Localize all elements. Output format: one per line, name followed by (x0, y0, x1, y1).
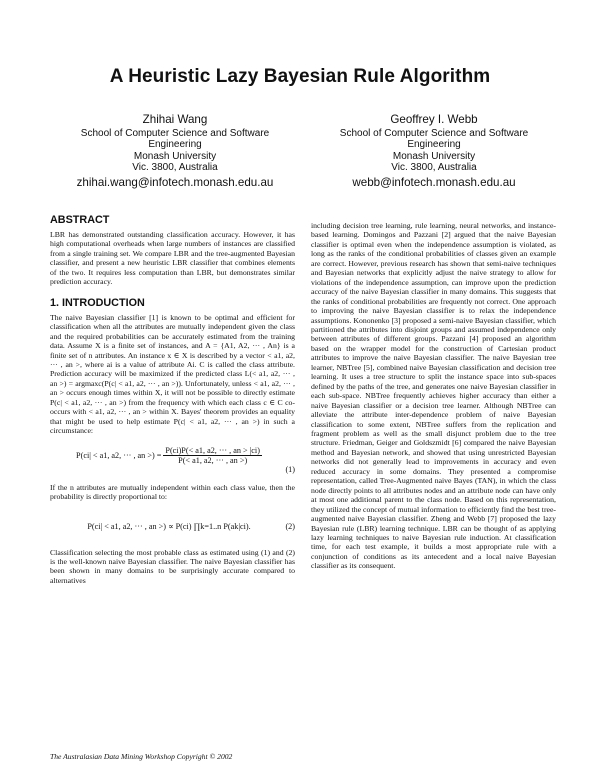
author-affiliation-line: School of Computer Science and Software (339, 128, 529, 139)
author-email[interactable]: zhihai.wang@infotech.monash.edu.au (76, 176, 274, 190)
author-affiliation-line: Monash University (392, 150, 476, 162)
author-affiliation-line: Monash University (133, 150, 217, 162)
left-column (50, 214, 295, 585)
author-block-1 (50, 113, 300, 190)
equation-1 (50, 446, 295, 480)
abstract-heading: ABSTRACT (50, 214, 110, 226)
intro-paragraph-2: If the n attributes are mutually independent within each class value, then the probability is directly proportional to: (50, 482, 295, 502)
author-affiliation-line: Vic. 3800, Australia (391, 161, 477, 173)
author-affiliation-line: Engineering (148, 139, 202, 151)
equation-1-denominator: P(< a1, a2, ··· , an >) (178, 456, 248, 466)
introduction-heading: 1. INTRODUCTION (50, 296, 145, 309)
paper-title: A Heuristic Lazy Bayesian Rule Algorithm (109, 66, 491, 87)
equation-1-label: (1) (285, 464, 295, 474)
right-column (311, 221, 556, 571)
author-block-2 (309, 113, 559, 190)
equation-1-lhs: P(ci| < a1, a2, ··· , an >) = (76, 450, 162, 460)
author-affiliation-line: Engineering (407, 139, 461, 151)
right-column-text: including decision tree learning, rule learning, neural networks, and instance-based learning. Domingos and Pazzani [2] argued that the naive Bayesian classifier is optimal even when the independence assumption is violated, as long as the ranks of the conditional probabilities of classes given an example are correct. However, previous research has shown that semi-naive techniques and Bayesian networks that explicitly adjust the naive strategy to allow for violations of the independence assumption, can improve upon the prediction accuracy of the naive Bayesian classifier in many domains. This suggests that the ranks of conditional probabilities are frequently not correct. One approach to improving the naive Bayesian classifier is to relax the independence assumptions. Kononenko [3] proposed a semi-naive Bayesian classifier, which partitioned the attributes into disjoint groups and assumed independence only between attributes of different groups. Pazzani [4] proposed an algorithm based on the wrapper model for the construction of Cartesian product attributes to improve the naive Bayesian classifier. The naive Bayesian tree learner, NBTree [5], combined naive Bayesian classification and decision tree learning. It uses a tree structure to split the instance space into sub-spaces defined by the paths of the tree, and generates one naive Bayesian classifier in each sub-space. NBTree frequently achieves higher accuracy than either a naive Bayesian classifier or a decision tree learner. Although NBTree can alleviate the attribute inter-dependence problem of naive Bayesian classification to some extent, NBTree suffers from the replication and fragment problem as well as the small disjunct problem due to the tree structure. Friedman, Geiger and Goldszmidt [6] compared the naive Bayesian method and Bayesian network, and showed that using unrestricted Bayesian networks did not generally lead to improvements in accuracy and even reduced accuracy in some domains. They presented a compromise representation, called Tree-Augmented naive Bayes (TAN), in which the class node directly points to all attributes nodes and an attribute node can have only at most one additional parent to the class node. Based on this representation, they utilized the concept of mutual information to efficiently find the best tree-augmented naive Bayesian classifier. Zheng and Webb [7] proposed the lazy Bayesian rule (LBR) learning technique. LBR can be thought of as applying lazy learning techniques to naive Bayesian rule induction. At classification time, for each test example, it builds a most appropriate rule with a conjunction of conditions as its antecedent and a local naive Bayesian classifier as its consequent. (311, 221, 556, 571)
equation-2-label: (2) (285, 521, 295, 531)
author-email[interactable]: webb@infotech.monash.edu.au (352, 176, 516, 190)
intro-paragraph-1: The naive Bayesian classifier [1] is known to be optimal and efficient for classification when all the attributes are mutually independent given the class and the required probabilities can be accurately estimated from the training data. Assume X is a finite set of instances, and A = {A1, A2, ··· , An} is a finite set of n attributes. An instance x ∈ X is described by a vector < a1, a2, ··· , an >, where ai is a value of attribute Ai. C is called the class attribute. Prediction accuracy will be maximized if the predicted class L(< a1, a2, ··· , an >) = argmaxc(P(c| < a1, a2, ··· , an >)). Unfortunately, unless < a1, a2, ··· , an > occurs enough times within X, it will not be possible to directly estimate P(c| < a1, a2, ··· , an >) from the frequency with which each class c ∈ C co-occurs with < a1, a2, ··· , an > within X. Bayes' theorem provides an equality that might be used to help estimate P(c| < a1, a2, ··· , an >) in such a circumstance: (50, 312, 295, 436)
abstract-text: LBR has demonstrated outstanding classification accuracy. However, it has high computational overheads when large numbers of instances are classified from a single training set. We compare LBR and the tree-augmented Bayesian classifier, and present a new heuristic LBR classifier that combines elements of the two. It requires less computation than LBR, but demonstrates similar prediction accuracy. (50, 230, 295, 287)
equation-1-numerator: P(ci)P(< a1, a2, ··· , an > |ci) (165, 445, 260, 455)
equation-2-body: P(ci| < a1, a2, ··· , an >) ∝ P(ci) ∏k=1..n P(ak|ci). (87, 521, 251, 531)
author-affiliation-line: Vic. 3800, Australia (132, 161, 218, 173)
author-name: Zhihai Wang (142, 113, 208, 126)
equation-2 (50, 516, 295, 546)
intro-paragraph-3: Classification selecting the most probable class as estimated using (1) and (2) is the well-known naive Bayesian classifier. The naive Bayesian classifier has been shown in many domains to be surprisingly accurate compared to alternatives (50, 547, 295, 585)
page-footer: The Australasian Data Mining Workshop Copyright © 2002 (50, 752, 233, 761)
author-affiliation-line: School of Computer Science and Software (80, 128, 270, 139)
author-name: Geoffrey I. Webb (390, 113, 478, 126)
